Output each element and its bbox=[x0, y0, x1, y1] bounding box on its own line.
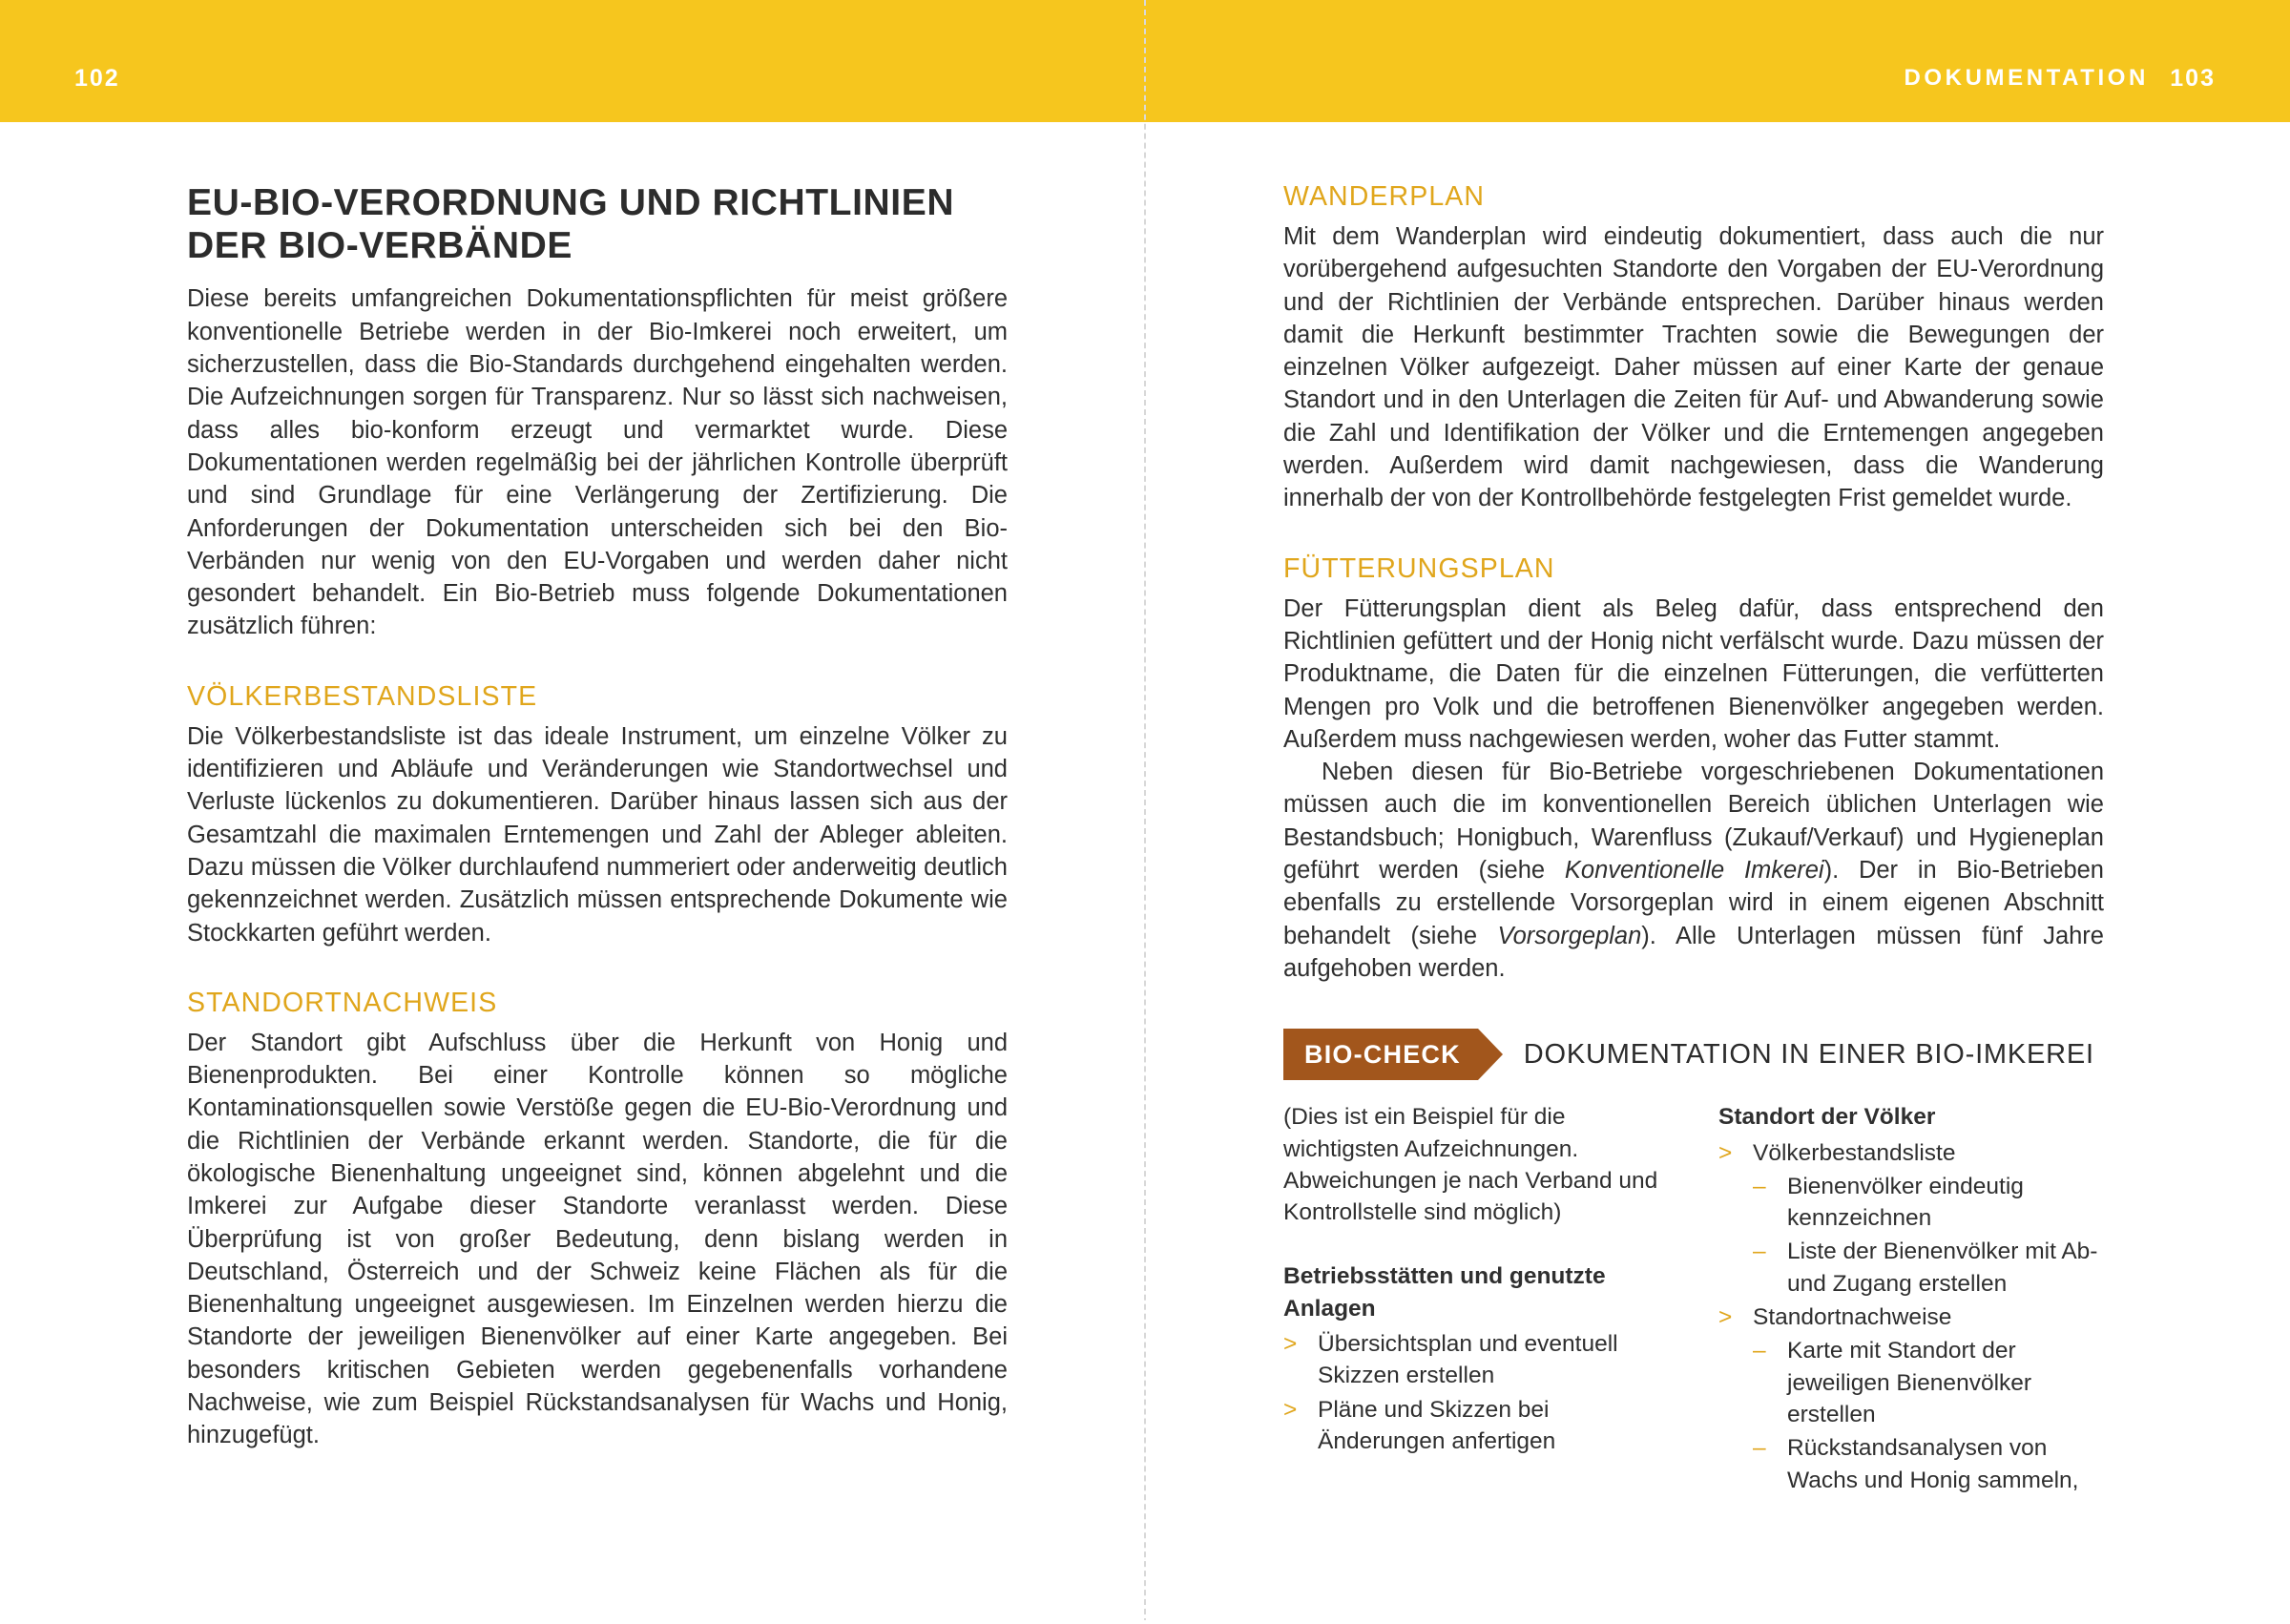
dash-bullet-icon: – bbox=[1753, 1435, 1766, 1462]
bio-check-title: DOKUMENTATION IN EINER BIO-IMKEREI bbox=[1523, 1038, 2094, 1070]
right-page-column bbox=[1283, 181, 2104, 1496]
section-heading-wanderplan: WANDERPLAN bbox=[1283, 181, 1486, 212]
bio-check-flag-label: BIO-CHECK bbox=[1304, 1039, 1461, 1069]
chevron-bullet-icon: > bbox=[1283, 1396, 1298, 1423]
bio-check-flag bbox=[1283, 1029, 1478, 1080]
page-bottom-edge bbox=[0, 1620, 2290, 1624]
page-number-right: 103 bbox=[2170, 65, 2216, 92]
list-item bbox=[1718, 1171, 2104, 1235]
section-text-voelkerbestandsliste: Die Völkerbestandsliste ist das ideale Instrument, um einzelne Völker zu identifizieren und Abläufe und Veränderungen wie Standortwechsel und Verluste lückenlos zu dokumentieren. Darüber hinaus lassen sich aus der Gesamtzahl die maximalen Erntemengen und Zahl der Ableger ableiten. Dazu müssen die Völker durchlaufend nummeriert oder anderweitig deutlich gekennzeichnet werden. Zusätzlich müssen entsprechende Dokumente wie Stockkarten geführt werden. bbox=[187, 722, 1008, 947]
bio-check-columns bbox=[1283, 1101, 2104, 1496]
dash-bullet-icon: – bbox=[1753, 1239, 1766, 1265]
section-text-fuetterungsplan-2 bbox=[1283, 756, 2104, 985]
list-item-label: Karte mit Standort der jeweiligen Bienenvölker erstellen bbox=[1787, 1338, 2032, 1428]
list-item-label: Standortnachweise bbox=[1753, 1304, 1952, 1331]
bio-check-right-list bbox=[1718, 1137, 2104, 1496]
left-page-column bbox=[187, 181, 1008, 1452]
section-heading-standortnachweis: STANDORTNACHWEIS bbox=[187, 987, 498, 1018]
para-run-c: ). Alle Unterlagen müssen fünf Jahre aufgehoben werden. bbox=[1283, 922, 2104, 982]
list-item bbox=[1718, 1236, 2104, 1300]
section-text-standortnachweis: Der Standort gibt Aufschluss über die Herkunft von Honig und Bienenprodukten. Bei einer Kontrolle können so mögliche Kontaminationsquellen sowie Verstöße gegen die EU-Bio-Verordnung und die Richtlinien der Verbände erkannt werden. Standorte, die für die ökologische Bienenhaltung ungeeignet sind, können abgelehnt und die Imkerei zur Aufgabe dieser Standorte veranlasst werden. Diese Überprüfung ist von großer Bedeutung, denn bislang werden in Deutschland, Österreich und der Schweiz keine Flächen als für die Bienenhaltung ungeeignet ausgewiesen. Im Einzelnen werden hierzu die Standorte der jeweiligen Bienenvölker auf einer Karte angegeben. Bei besonders kritischen Gebieten werden gegebenenfalls vorhandene Nachweise, wie zum Beispiel Rückstandsanalysen für Wachs und Honig, hinzugefügt. bbox=[187, 1029, 1008, 1449]
list-item bbox=[1718, 1432, 2104, 1496]
bio-check-column-right bbox=[1718, 1101, 2104, 1496]
dash-bullet-icon: – bbox=[1753, 1338, 1766, 1364]
list-item bbox=[1718, 1301, 2104, 1333]
section-heading-fuetterungsplan: FÜTTERUNGSPLAN bbox=[1283, 552, 1555, 584]
chevron-bullet-icon: > bbox=[1718, 1304, 1733, 1331]
bio-check-right-heading: Standort der Völker bbox=[1718, 1104, 1936, 1131]
list-item-label: Völkerbestandsliste bbox=[1753, 1139, 1956, 1166]
list-item-label: Übersichtsplan und eventuell Skizzen erstellen bbox=[1318, 1331, 1618, 1389]
running-head: DOKUMENTATION bbox=[1904, 65, 2149, 91]
list-item bbox=[1718, 1137, 2104, 1169]
list-item-label: Rückstandsanalysen von Wachs und Honig sammeln, bbox=[1787, 1435, 2079, 1493]
list-item bbox=[1283, 1394, 1669, 1458]
chevron-bullet-icon: > bbox=[1283, 1331, 1298, 1358]
list-item bbox=[1718, 1335, 2104, 1430]
bio-check-intro: (Dies ist ein Beispiel für die wichtigsten Aufzeichnungen. Abweichungen je nach Verband und Kontrollstelle sind möglich) bbox=[1283, 1104, 1658, 1226]
bio-check-header bbox=[1283, 1029, 2104, 1080]
bio-check-column-left bbox=[1283, 1101, 1669, 1496]
list-item bbox=[1283, 1328, 1669, 1392]
section-text-fuetterungsplan: Der Fütterungsplan dient als Beleg dafür, dass entsprechend den Richtlinien gefüttert und der Honig nicht verfälscht wurde. Dazu müssen der Produktname, die Daten für die einzelnen Fütterungen, die verfütterten Mengen pro Volk und die betroffenen Bienenvölker angegeben werden. Außerdem muss nachgewiesen werden, woher das Futter stammt. bbox=[1283, 594, 2104, 753]
chevron-bullet-icon: > bbox=[1718, 1139, 1733, 1166]
page-title: EU-BIO-VERORDNUNG UND RICHTLINIEN DER BIO-VERBÄNDE bbox=[187, 182, 955, 267]
bio-check-box bbox=[1283, 1029, 2104, 1496]
para-italic-vorsorgeplan: Vorsorgeplan bbox=[1497, 922, 1642, 949]
section-text-wanderplan: Mit dem Wanderplan wird eindeutig dokumentiert, dass auch die nur vorübergehend aufgesuchten Standorte den Vorgaben der EU-Verordnung und der Richtlinien der Verbände entsprechen. Darüber hinaus werden damit die Herkunft bestimmter Trachten sowie die Bewegungen der einzelnen Völker aufgezeigt. Daher müssen auf einer Karte der genaue Standort und in den Unterlagen die Zeiten für Auf- und Abwanderung sowie die Zahl und Identifikation der Völker und die Erntemengen angegeben werden. Außerdem wird damit nachgewiesen, dass die Wanderung innerhalb der von der Kontrollbehörde festgelegten Frist gemeldet wurde. bbox=[1283, 223, 2104, 512]
page-number-left: 102 bbox=[74, 65, 120, 92]
page-gutter-divider bbox=[1144, 0, 1146, 1624]
list-item-label: Bienenvölker eindeutig kennzeichnen bbox=[1787, 1173, 2024, 1232]
dash-bullet-icon: – bbox=[1753, 1173, 1766, 1199]
para-run-b: ). Der in Bio-Betrieben ebenfalls zu erstellende Vorsorgeplan wird in einem eigenen Abschnitt behandelt (siehe bbox=[1283, 857, 2104, 949]
intro-paragraph: Diese bereits umfangreichen Dokumentationspflichten für meist größere konventionelle Betriebe werden in der Bio-Imkerei noch erweitert, um sicherzustellen, dass die Bio-Standards durchgehend eingehalten werden. Die Aufzeichnungen sorgen für Transparenz. Nur so lässt sich nachweisen, dass alles bio-konform erzeugt und vermarktet wurde. Diese Dokumentationen werden regelmäßig bei der jährlichen Kontrolle überprüft und sind Grundlage für eine Verlängerung der Zertifizierung. Die Anforderungen der Dokumentation unterscheiden sich bei den Bio-Verbänden nur wenig von den EU-Vorgaben und werden daher nicht gesondert behandelt. Ein Bio-Betrieb muss folgende Dokumentationen zusätzlich führen: bbox=[187, 285, 1008, 640]
list-item-label: Liste der Bienenvölker mit Ab- und Zugang erstellen bbox=[1787, 1239, 2098, 1297]
list-item-label: Pläne und Skizzen bei Änderungen anfertigen bbox=[1318, 1396, 1556, 1455]
bio-check-left-heading: Betriebsstätten und genutzte Anlagen bbox=[1283, 1263, 1606, 1322]
bio-check-left-list bbox=[1283, 1328, 1669, 1457]
para-run-a: Neben diesen für Bio-Betriebe vorgeschriebenen Dokumentationen müssen auch die im konventionellen Bereich üblichen Unterlagen wie Bestandsbuch; Honigbuch, Warenfluss (Zukauf/Verkauf) und Hygieneplan geführt werden (siehe bbox=[1283, 759, 2104, 885]
para-italic-konventionelle-imkerei: Konventionelle Imkerei bbox=[1564, 857, 1824, 885]
section-heading-voelkerbestandsliste: VÖLKERBESTANDSLISTE bbox=[187, 680, 538, 712]
